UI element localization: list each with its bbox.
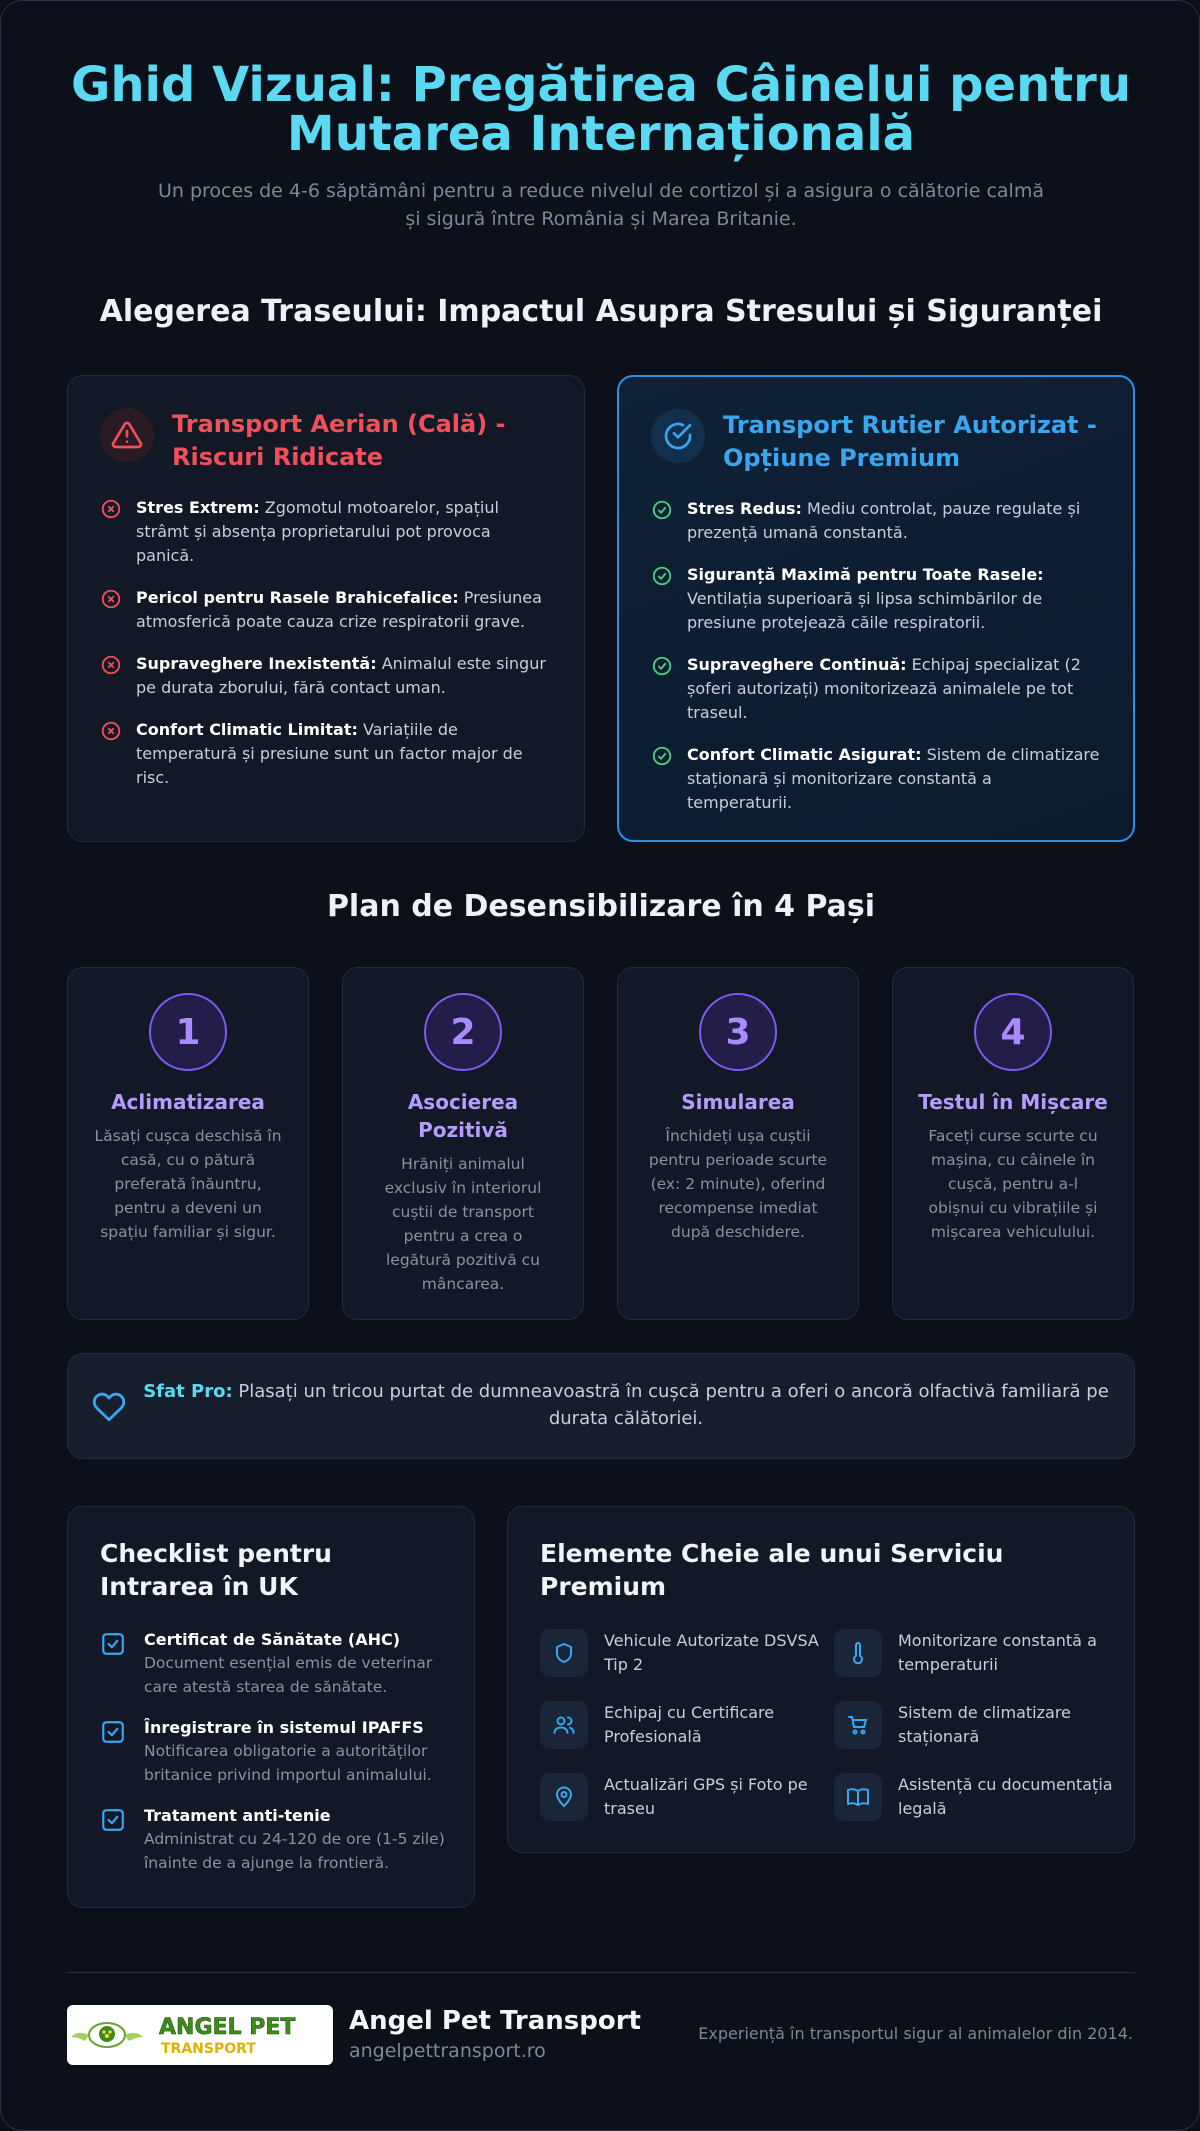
air-card-title: Transport Aerian (Cală) - Riscuri Ridicate xyxy=(172,410,506,471)
feature-item xyxy=(834,1773,1114,1833)
feature-label: Sistem de climatizare staționară xyxy=(898,1703,1071,1746)
checkbox-icon xyxy=(100,1631,126,1657)
item-text: Animalul este singur pe durata zborului, fără contact uman. xyxy=(136,654,546,697)
step-card-2 xyxy=(342,967,584,1320)
list-item xyxy=(100,652,550,700)
checklist-item xyxy=(100,1717,450,1787)
item-label: Stres Extrem: xyxy=(136,498,260,517)
x-circle-icon xyxy=(100,498,122,520)
step-card-3 xyxy=(617,967,859,1320)
item-label: Supraveghere Continuă: xyxy=(687,655,907,674)
item-text: Variațiile de temperatură și presiune sunt un factor major de risc. xyxy=(136,720,523,787)
step-title: Aclimatizarea xyxy=(111,1090,265,1114)
warning-icon xyxy=(100,408,154,462)
step-title: Asocierea Pozitivă xyxy=(407,1090,519,1142)
step-text: Lăsați cușca deschisă în casă, cu o pătură preferată înăuntru, pentru a deveni un spațiu familiar și sigur. xyxy=(94,1127,282,1241)
check-circle-icon xyxy=(651,565,673,587)
feature-label: Vehicule Autorizate DSVSA Tip 2 xyxy=(604,1631,819,1674)
users-icon xyxy=(540,1701,588,1749)
list-item xyxy=(651,743,1101,815)
step-text: Închideți ușa cuștii pentru perioade scurte (ex: 2 minute), oferind recompense imediat după deschidere. xyxy=(648,1127,828,1241)
brand-url[interactable]: angelpettransport.ro xyxy=(349,2040,546,2062)
book-icon xyxy=(834,1773,882,1821)
logo-subtext: TRANSPORT xyxy=(161,2041,256,2057)
checklist-item-title: Tratament anti-tenie xyxy=(144,1806,331,1825)
shield-icon xyxy=(540,1629,588,1677)
checklist-item-desc: Notificarea obligatorie a autorităților britanice privind importul animalului. xyxy=(144,1742,432,1784)
step-number: 3 xyxy=(699,993,777,1071)
item-label: Supraveghere Inexistentă: xyxy=(136,654,377,673)
road-card-title: Transport Rutier Autorizat - Opțiune Premium xyxy=(723,411,1097,472)
logo-graphic xyxy=(67,2005,333,2065)
page-subtitle: Un proces de 4-6 săptămâni pentru a reduce nivelul de cortizol și a asigura o călătorie calmă și sigură între România și Marea Britanie. xyxy=(157,180,1044,230)
checklist-item xyxy=(100,1805,450,1875)
step-title: Testul în Mișcare xyxy=(918,1090,1108,1114)
road-benefit-list xyxy=(651,497,1101,833)
air-risk-list xyxy=(100,496,550,808)
brand-name: Angel Pet Transport xyxy=(349,2006,641,2036)
item-text: Ventilația superioară și lipsa schimbărilor de presiune protejează căile respiratorii. xyxy=(687,589,1043,632)
item-label: Siguranță Maximă pentru Toate Rasele: xyxy=(687,565,1044,584)
pro-tip-text xyxy=(138,1378,1114,1432)
item-text: Zgomotul motoarelor, spațiul strâmt și absența proprietarului pot provoca panică. xyxy=(136,498,499,565)
item-text: Mediu controlat, pauze regulate și prezență umană constantă. xyxy=(687,499,1081,542)
uk-checklist-card xyxy=(67,1506,475,1908)
air-card-header xyxy=(100,408,540,472)
step-number: 2 xyxy=(424,993,502,1071)
item-text: Sistem de climatizare staționară și monitorizare constantă a temperaturii. xyxy=(687,745,1100,812)
checklist-item xyxy=(100,1629,450,1699)
feature-item xyxy=(540,1701,820,1761)
footer-note: Experiență în transportul sigur al animalelor din 2014. xyxy=(698,2024,1133,2043)
feature-label: Echipaj cu Certificare Profesională xyxy=(604,1703,775,1746)
plan-section-title: Plan de Desensibilizare în 4 Pași xyxy=(326,889,876,924)
footer-divider xyxy=(67,1972,1135,1973)
item-label: Confort Climatic Limitat: xyxy=(136,720,358,739)
climate-control-icon xyxy=(834,1701,882,1749)
air-transport-card xyxy=(67,375,585,842)
pro-tip-box xyxy=(67,1353,1135,1459)
feature-label: Monitorizare constantă a temperaturii xyxy=(898,1631,1097,1674)
list-item xyxy=(651,653,1101,725)
map-pin-icon xyxy=(540,1773,588,1821)
thermometer-icon xyxy=(834,1629,882,1677)
item-label: Pericol pentru Rasele Brahicefalice: xyxy=(136,588,459,607)
step-title: Simularea xyxy=(681,1090,795,1114)
list-item xyxy=(651,497,1101,545)
item-label: Stres Redus: xyxy=(687,499,802,518)
step-number: 4 xyxy=(974,993,1052,1071)
premium-title: Elemente Cheie ale unui Serviciu Premium xyxy=(540,1539,1004,1601)
pro-tip-label: Sfat Pro: xyxy=(143,1381,233,1402)
checklist-item-title: Certificat de Sănătate (AHC) xyxy=(144,1630,401,1649)
step-card-1 xyxy=(67,967,309,1320)
x-circle-icon xyxy=(100,654,122,676)
checklist-title: Checklist pentru Intrarea în UK xyxy=(100,1539,332,1601)
heart-icon xyxy=(92,1390,126,1424)
feature-item xyxy=(540,1773,820,1833)
page-title: Ghid Vizual: Pregătirea Câinelui pentru Mutarea Internațională xyxy=(70,57,1132,162)
feature-label: Asistență cu documentația legală xyxy=(898,1775,1113,1818)
check-circle-icon xyxy=(651,655,673,677)
route-section-title: Alegerea Traseului: Impactul Asupra Stresului și Siguranței xyxy=(99,294,1103,329)
list-item xyxy=(100,586,550,634)
checkbox-icon xyxy=(100,1807,126,1833)
step-text: Faceți curse scurte cu mașina, cu câinele în cușcă, pentru a-l obișnui cu vibrațiile și mișcarea vehiculului. xyxy=(928,1127,1098,1241)
feature-item xyxy=(834,1629,1114,1689)
item-label: Confort Climatic Asigurat: xyxy=(687,745,922,764)
item-text: Presiunea atmosferică poate cauza crize respiratorii grave. xyxy=(136,588,542,631)
checklist-item-title: Înregistrare în sistemul IPAFFS xyxy=(144,1718,424,1737)
step-card-4 xyxy=(892,967,1134,1320)
check-circle-icon xyxy=(651,745,673,767)
checklist-item-desc: Document esențial emis de veterinar care atestă starea de sănătate. xyxy=(144,1654,433,1696)
angel-pet-logo xyxy=(67,2005,333,2065)
step-number: 1 xyxy=(149,993,227,1071)
feature-item xyxy=(834,1701,1114,1761)
check-circle-icon xyxy=(651,499,673,521)
step-text: Hrăniți animalul exclusiv în interiorul cuștii de transport pentru a crea o legătură pozitivă cu mâncarea. xyxy=(384,1155,542,1293)
item-text: Echipaj specializat (2 șoferi autorizați) monitorizează animalele pe tot traseul. xyxy=(687,655,1081,722)
logo-text: ANGEL PET xyxy=(159,2015,296,2040)
road-card-header xyxy=(651,409,1097,473)
road-transport-card xyxy=(617,375,1135,842)
list-item xyxy=(100,496,550,568)
checkbox-icon xyxy=(100,1719,126,1745)
check-circle-icon xyxy=(651,409,705,463)
pro-tip-body: Plasați un tricou purtat de dumneavoastră în cușcă pentru a oferi o ancoră olfactivă familiară pe durata călătoriei. xyxy=(232,1381,1109,1429)
list-item xyxy=(651,563,1101,635)
x-circle-icon xyxy=(100,588,122,610)
premium-features-card xyxy=(507,1506,1135,1853)
x-circle-icon xyxy=(100,720,122,742)
checklist-item-desc: Administrat cu 24-120 de ore (1-5 zile) înainte de a ajunge la frontieră. xyxy=(144,1830,445,1872)
feature-label: Actualizări GPS și Foto pe traseu xyxy=(604,1775,808,1818)
feature-item xyxy=(540,1629,820,1689)
list-item xyxy=(100,718,550,790)
